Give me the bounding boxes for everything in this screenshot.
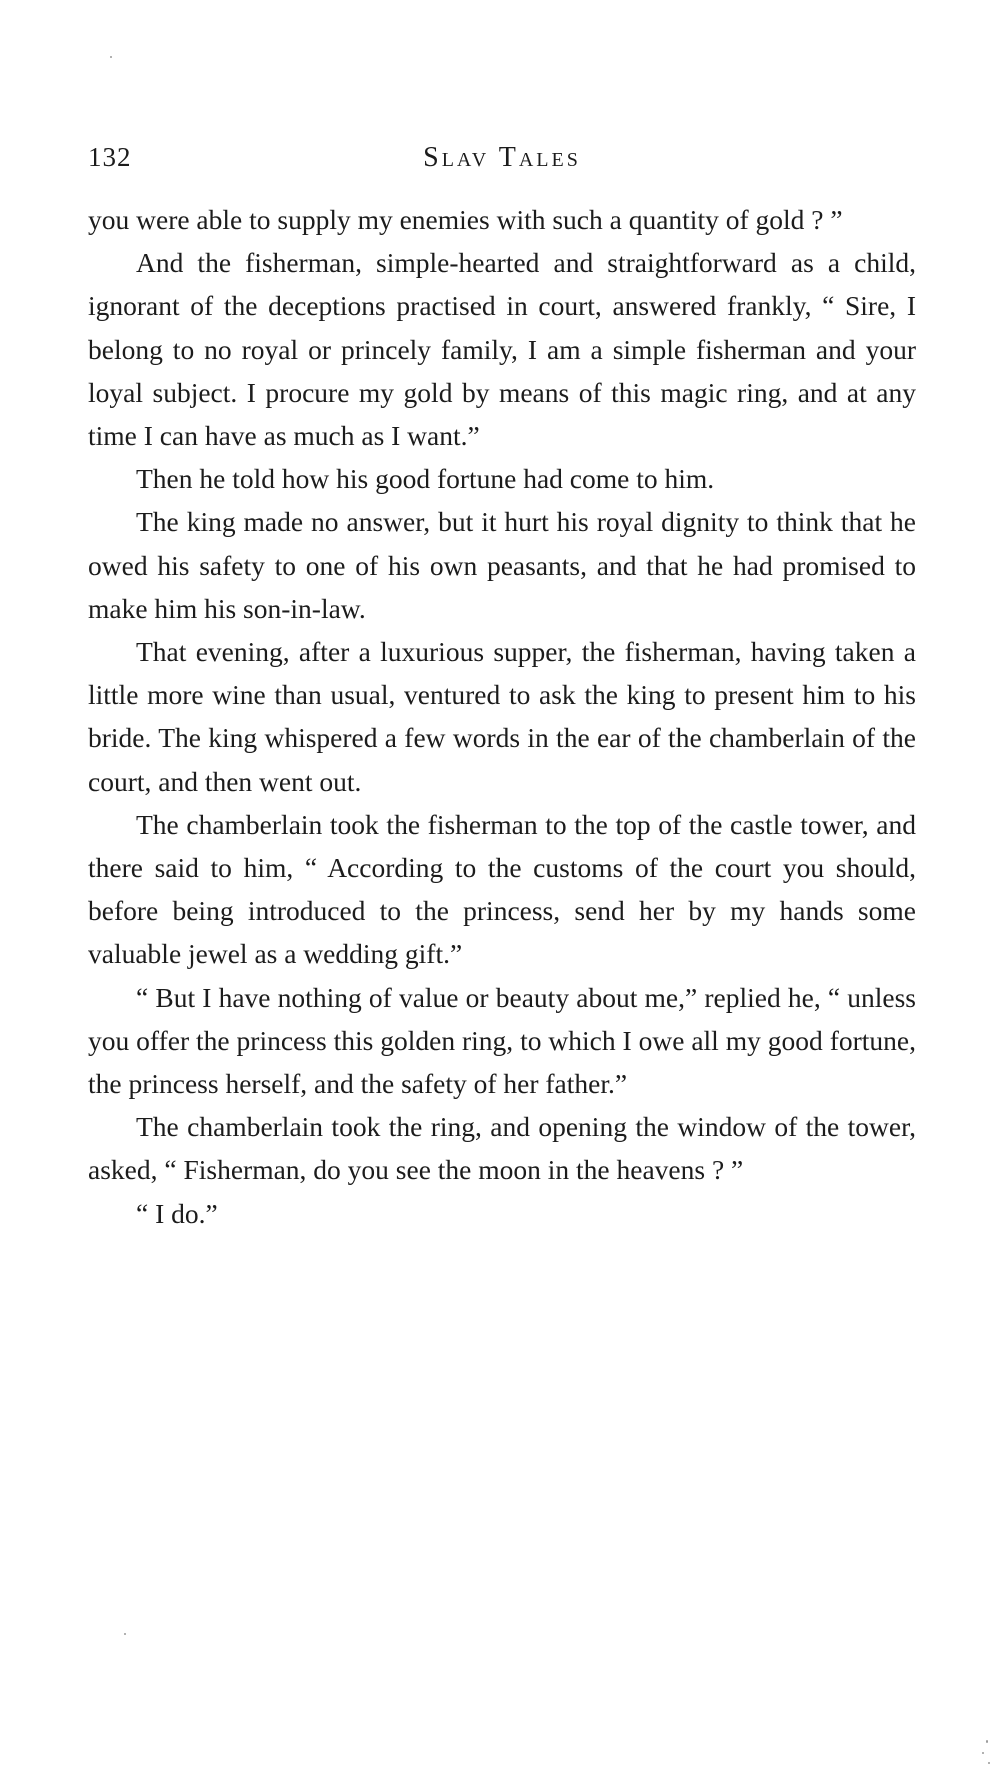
paragraph-continued: you were able to supply my enemies with such a quantity of gold ? ” (88, 204, 843, 235)
paper-speck (124, 1633, 126, 1635)
paragraph: The chamberlain took the ring, and opening the window of the tower, asked, “ Fisherman, do you see the moon in the heavens ? ” (88, 1111, 916, 1186)
paragraph: That evening, after a luxurious supper, the fisherman, having taken a little more wine than usual, ventured to ask the king to present him to his bride. The king whispered a few words in the ear of the chamberlain of the court, and then went out. (88, 636, 916, 797)
paragraph: The chamberlain took the fisherman to the top of the castle tower, and there said to him, “ According to the customs of the court you should, before being introduced to the princess, send her by my hands some valuable jewel as a wedding gift.” (88, 808, 916, 970)
running-head (88, 142, 916, 182)
paragraph: And the fisherman, simple-hearted and straightforward as a child, ignorant of the deceptions practised in court, answered frankly, “ Sire, I belong to no royal or princely family, I am a simple fisherman and your loyal subject. I procure my gold by means of this magic ring, and at any time I can have as much as I want.” (88, 247, 916, 452)
paragraph: The king made no answer, but it hurt his royal dignity to think that he owed his safety to one of his own peasants, and that he had promised to make him his son-in-law. (88, 506, 916, 624)
paper-speck (110, 56, 112, 58)
paper-speck (988, 1762, 990, 1764)
paragraph: “ But I have nothing of value or beauty about me,” replied he, “ unless you offer the princess this golden ring, to which I owe all my good fortune, the princess herself, and the safety of her father.” (88, 981, 916, 1100)
paragraph: Then he told how his good fortune had come to him. (136, 463, 715, 495)
paragraph: “ I do.” (136, 1197, 218, 1229)
book-title: Slav Tales (423, 142, 581, 173)
paper-speck (986, 1740, 988, 1743)
page-number: 132 (88, 142, 132, 172)
body-text (88, 198, 916, 1235)
paper-speck (982, 1752, 984, 1754)
